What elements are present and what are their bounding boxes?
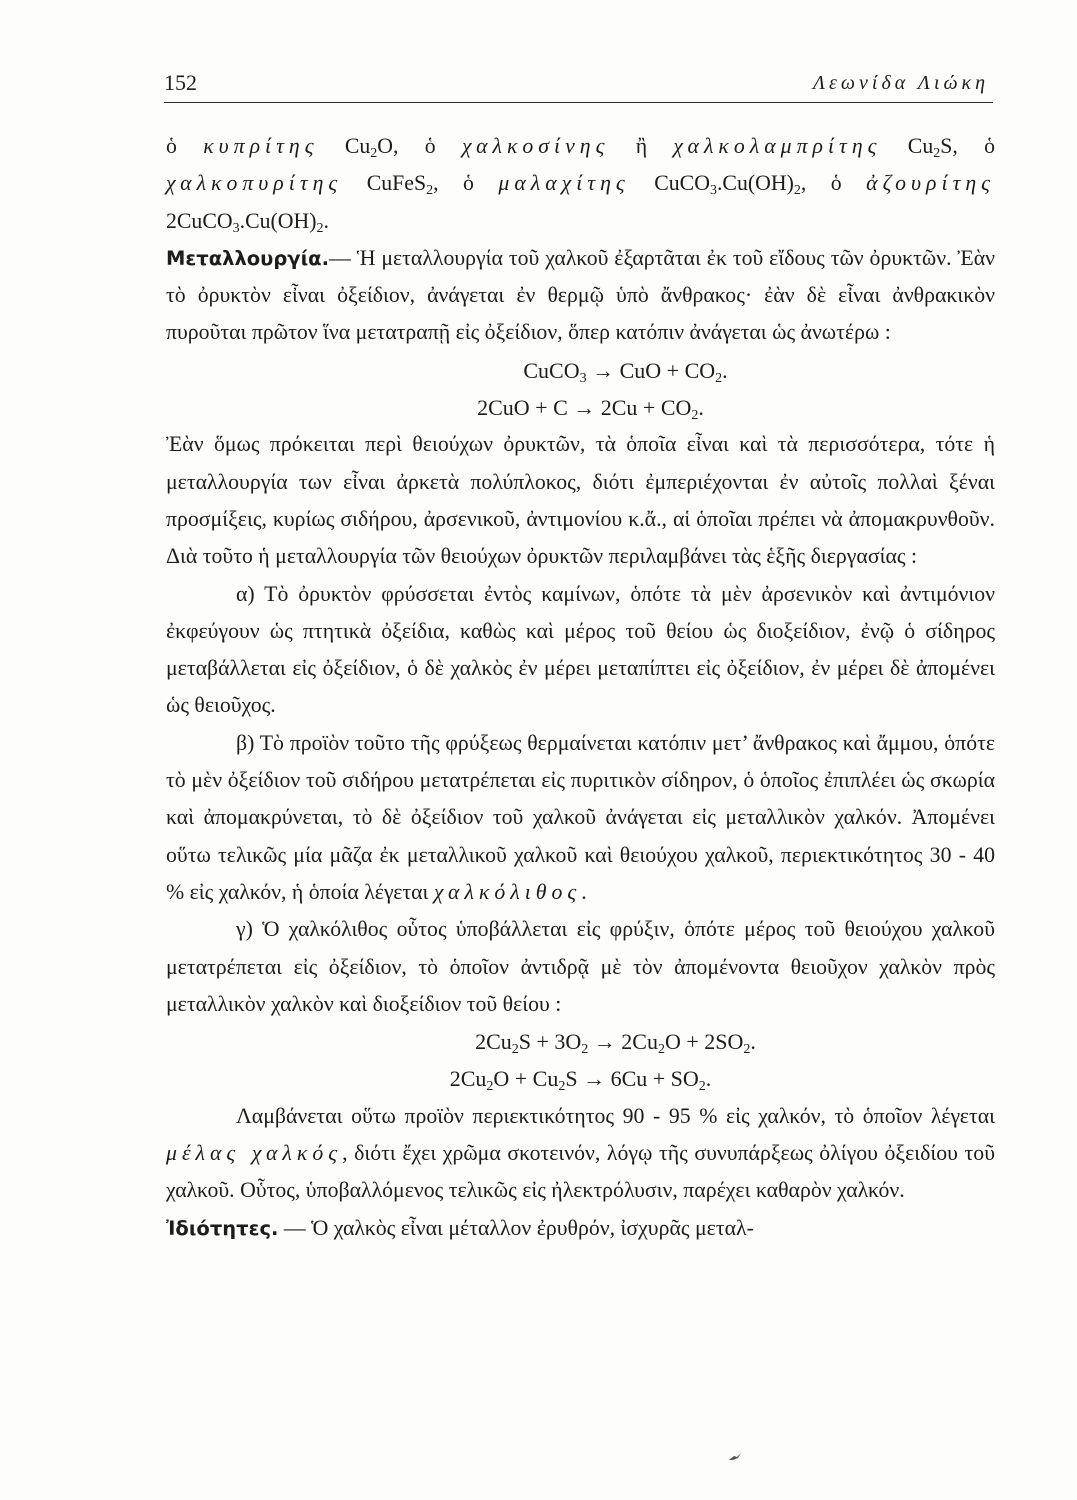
equation-matte: $2Cu_2O + Cu_2S \to 6Cu + SO_2$. [449,1066,712,1095]
page-body [166,128,995,1247]
metallurgy-paragraph: Μεταλλουργία.— Ἡ μεταλλουργία τοῦ χαλκοῦ ἐξαρτᾶται ἐκ τοῦ εἴδους τῶν ὀρυκτῶν. Ἐὰν τὸ ὀρυκτὸν εἶναι ὀξείδιον, ἀνάγεται ἐν θερμῷ ὑπὸ ἄνθρακος· ἐὰν δὲ εἶναι ἀνθρακικὸν πυροῦται πρῶτον ἵνα μετατραπῇ εἰς ὀξείδιον, ὅπερ κατόπιν ἀνάγεται ὡς ἀνωτέρω : [166,245,995,345]
equation-carbonate: CuCO$_3$ → CuO + $CO_2$. [523,357,728,386]
sulfide-paragraph: Ἐὰν ὅμως πρόκειται περὶ θειούχων ὀρυκτῶν, τὰ ὁποῖα εἶναι καὶ τὰ περισσότερα, τότε ἡ μεταλλουργία των εἶναι ἀρκετὰ πολύπλοκος, διότι ἐμπεριέχονται ἐν αὐτοῖς πολλαὶ ξέναι προσμίξεις, κυρίως σιδήρου, ἀρσενικοῦ, ἀντιμονίου κ.ἄ., αἱ ὁποῖαι πρέπει νὰ ἀπομακρυνθοῦν. Διὰ τοῦτο ἡ μεταλλουργία τῶν θειούχων ὀρυκτῶν περιλαμβάνει τὰς ἑξῆς διεργασίας : [166,432,995,569]
running-head: Λεωνίδα Λιώκη [812,72,989,94]
metallurgy-heading: Μεταλλουργία. [166,246,329,270]
step-gamma-paragraph: γ) Ὁ χαλκόλιθος οὗτος ὑποβάλλεται εἰς φρύξιν, ὁπότε μέρος τοῦ θειούχου χαλκοῦ μετατρέπεται εἰς ὀξείδιον, τὸ ὁποῖον ἀντιδρᾷ μὲ τὸν ἀπομένοντα θειοῦχον χαλκὸν πρὸς μεταλλικὸν χαλκὸν καὶ διοξείδιον τοῦ θείου : [166,917,995,1016]
blister-copper-paragraph: Λαμβάνεται οὕτω προϊὸν περιεκτικότητος 90 - 95 % εἰς χαλκόν, τὸ ὁποῖον λέγεται μέλας χαλκός, διότι ἔχει χρῶμα σκοτεινόν, λόγῳ τῆς συνυπάρξεως ὀλίγου ὀξειδίου τοῦ χαλκοῦ. Οὗτος, ὑποβαλλόμενος τελικῶς εἰς ἠλεκτρόλυσιν, παρέχει καθαρὸν χαλκόν. [166,1103,995,1203]
minerals-paragraph: ὁ κυπρίτης $Cu_2O$, ὁ χαλκοσίνης ἢ χαλκολαμπρίτης $Cu_2S$, ὁ χαλκοπυρίτης CuFeS$_2$, ὁ μαλαχίτης $CuCO_3.Cu(OH)_2$, ὁ ἀζουρίτης $2CuCO_3.Cu(OH)_2$. [166,134,996,236]
step-alpha-paragraph: α) Τὸ ὀρυκτὸν φρύσσεται ἐντὸς καμίνων, ὁπότε τὰ μὲν ἀρσενικὸν καὶ ἀντιμόνιον ἐκφεύγουν ὡς πτητικὰ ὀξείδια, καθὼς καὶ μέρος τοῦ θείου ὡς διοξείδιον, ἐνῷ ὁ σίδηρος μεταβάλλεται εἰς ὀξείδιον, ὁ δὲ χαλκὸς ἐν μέρει μεταπίπτει εἰς ὀξείδιον, ἐν μέρει δὲ ἀπομένει ὡς θειοῦχος. [166,581,995,718]
step-beta-paragraph: β) Τὸ προϊὸν τοῦτο τῆς φρύξεως θερμαίνεται κατόπιν μετ’ ἄνθρακος καὶ ἄμμου, ὁπότε τὸ μὲν ὀξείδιον τοῦ σιδήρου μετατρέπεται εἰς πυριτικὸν σίδηρον, ὁ ὁποῖος ἐπιπλέει ὡς σκωρία καὶ ἀπομακρύνεται, τὸ δὲ ὀξείδιον τοῦ χαλκοῦ ἀνάγεται εἰς μεταλλικὸν χαλκόν. Ἀπομένει οὕτω τελικῶς μία μᾶζα ἐκ μεταλλικοῦ χαλκοῦ καὶ θειούχου χαλκοῦ, περιεκτικότητος 30 - 40 % εἰς χαλκόν, ἡ ὁποία λέγεται χαλκόλιθος. [166,730,995,904]
page-number: 152 [164,70,197,95]
equation-roasting: $2Cu_2S + 3O_2 \to 2Cu_2O + 2SO_2$. [475,1029,756,1058]
page-header [164,68,993,103]
ink-speck-mark [728,1452,742,1462]
equation-reduction: $2CuO + C \to 2Cu + CO_2$. [477,395,704,424]
properties-paragraph: Ἰδιότητες. — Ὁ χαλκὸς εἶναι μέταλλον ἐρυθρόν, ἰσχυρᾶς μεταλ- [166,1215,754,1240]
properties-heading: Ἰδιότητες. [166,1216,279,1240]
